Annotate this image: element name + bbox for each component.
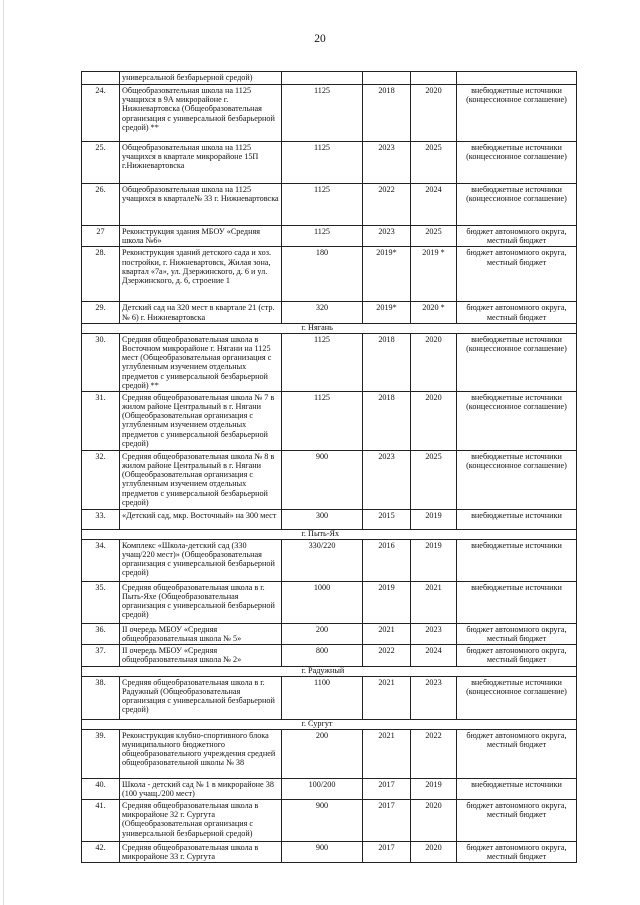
end-year: 2023 bbox=[411, 623, 457, 644]
start-year: 2017 bbox=[363, 842, 411, 863]
start-year: 2019* bbox=[363, 247, 411, 302]
table-row bbox=[82, 509, 577, 529]
funding-source: внебюджетные источники bbox=[457, 581, 577, 623]
row-number: 35. bbox=[82, 581, 120, 623]
table-row bbox=[82, 391, 577, 450]
objects-table bbox=[81, 71, 577, 863]
table-row bbox=[82, 247, 577, 302]
city-spacer bbox=[82, 529, 282, 539]
row-number: 29. bbox=[82, 302, 120, 323]
end-year bbox=[411, 72, 457, 85]
object-name: Средняя общеобразовательная школа в микрорайоне 33 г. Сургута bbox=[120, 842, 282, 863]
funding-source: внебюджетные источники (концессионное соглашение) bbox=[457, 333, 577, 391]
object-name: Детский сад на 320 мест в квартале 21 (стр. № 6) г. Нижневартовска bbox=[120, 302, 282, 323]
table-row bbox=[82, 842, 577, 863]
object-name: II очередь МБОУ «Средняя общеобразовательная школа № 5» bbox=[120, 623, 282, 644]
capacity: 1125 bbox=[282, 333, 363, 391]
row-number: 24. bbox=[82, 85, 120, 142]
table-row bbox=[82, 72, 577, 85]
capacity: 1000 bbox=[282, 581, 363, 623]
row-number: 26. bbox=[82, 184, 120, 226]
object-name: Средняя общеобразовательная школа в Восточном микрорайоне г. Нягани на 1125 мест (Общеобразовательная организация с углубленным изучением отдельных предметов с универсальной безбарьерной средой) ** bbox=[120, 333, 282, 391]
capacity: 900 bbox=[282, 842, 363, 863]
city-header-row bbox=[82, 529, 577, 539]
capacity: 180 bbox=[282, 247, 363, 302]
funding-source: бюджет автономного округа, местный бюджет bbox=[457, 247, 577, 302]
city-spacer bbox=[82, 666, 282, 676]
row-number: 38. bbox=[82, 676, 120, 719]
capacity: 1125 bbox=[282, 184, 363, 226]
row-number: 33. bbox=[82, 509, 120, 529]
table-row bbox=[82, 142, 577, 184]
start-year: 2022 bbox=[363, 645, 411, 666]
object-name: Комплекс «Школа-детский сад (330 учащ/220 мест)» (Общеобразовательная организация с универсальной безбарьерной средой) bbox=[120, 539, 282, 581]
capacity: 1100 bbox=[282, 676, 363, 719]
table-row bbox=[82, 184, 577, 226]
page-number: 20 bbox=[314, 33, 326, 45]
start-year: 2019* bbox=[363, 302, 411, 323]
table-row bbox=[82, 226, 577, 247]
funding-source: внебюджетные источники (концессионное соглашение) bbox=[457, 676, 577, 719]
row-number bbox=[82, 72, 120, 85]
city-name: г. Сургут bbox=[282, 719, 577, 729]
start-year: 2021 bbox=[363, 729, 411, 778]
funding-source: бюджет автономного округа, местный бюджет bbox=[457, 842, 577, 863]
table-row bbox=[82, 800, 577, 842]
capacity: 200 bbox=[282, 729, 363, 778]
start-year: 2021 bbox=[363, 623, 411, 644]
funding-source: внебюджетные источники (концессионное соглашение) bbox=[457, 85, 577, 142]
funding-source: внебюджетные источники (концессионное соглашение) bbox=[457, 450, 577, 509]
end-year: 2020 bbox=[411, 842, 457, 863]
object-name: универсальной безбарьерной средой) bbox=[120, 72, 282, 85]
table-row bbox=[82, 581, 577, 623]
end-year: 2021 bbox=[411, 581, 457, 623]
funding-source: внебюджетные источники bbox=[457, 509, 577, 529]
object-name: Реконструкция здания МБОУ «Средняя школа №6» bbox=[120, 226, 282, 247]
object-name: Реконструкция клубно-спортивного блока муниципального бюджетного общеобразовательного учреждения средней общеобразовательной школы № 38 bbox=[120, 729, 282, 778]
end-year: 2025 bbox=[411, 450, 457, 509]
scan-edge bbox=[3, 0, 4, 905]
row-number: 32. bbox=[82, 450, 120, 509]
row-number: 25. bbox=[82, 142, 120, 184]
capacity: 330/220 bbox=[282, 539, 363, 581]
end-year: 2019 * bbox=[411, 247, 457, 302]
object-name: Средняя общеобразовательная школа в микрорайоне 32 г. Сургута (Общеобразовательная организация с универсальной безбарьерной средой) bbox=[120, 800, 282, 842]
funding-source: бюджет автономного округа, местный бюджет bbox=[457, 623, 577, 644]
object-name: Средняя общеобразовательная школа № 7 в жилом районе Центральный в г. Нягани (Общеобразовательная организация с углубленным изучением отдельных предметов с универсальной безбарьерной средой) bbox=[120, 391, 282, 450]
capacity: 800 bbox=[282, 645, 363, 666]
city-name: г. Радужный bbox=[282, 666, 577, 676]
funding-source: внебюджетные источники (концессионное соглашение) bbox=[457, 391, 577, 450]
objects-table-body bbox=[82, 72, 577, 863]
end-year: 2020 bbox=[411, 85, 457, 142]
start-year: 2018 bbox=[363, 391, 411, 450]
end-year: 2019 bbox=[411, 778, 457, 799]
row-number: 31. bbox=[82, 391, 120, 450]
city-header-row bbox=[82, 719, 577, 729]
end-year: 2024 bbox=[411, 645, 457, 666]
end-year: 2020 bbox=[411, 333, 457, 391]
table-row bbox=[82, 539, 577, 581]
object-name: II очередь МБОУ «Средняя общеобразовательная школа № 2» bbox=[120, 645, 282, 666]
object-name: Средняя общеобразовательная школа № 8 в жилом районе Центральный в г. Нягани (Общеобразовательная организация с углубленным изучением отдельных предметов с универсальной безбарьерной средой) bbox=[120, 450, 282, 509]
end-year: 2023 bbox=[411, 676, 457, 719]
start-year: 2022 bbox=[363, 184, 411, 226]
capacity: 1125 bbox=[282, 85, 363, 142]
start-year: 2015 bbox=[363, 509, 411, 529]
city-name: г. Пыть-Ях bbox=[282, 529, 577, 539]
end-year: 2025 bbox=[411, 142, 457, 184]
row-number: 28. bbox=[82, 247, 120, 302]
start-year: 2018 bbox=[363, 85, 411, 142]
capacity: 300 bbox=[282, 509, 363, 529]
row-number: 37. bbox=[82, 645, 120, 666]
city-name: г. Нягань bbox=[282, 323, 577, 333]
city-spacer bbox=[82, 719, 282, 729]
funding-source: внебюджетные источники bbox=[457, 778, 577, 799]
table-row bbox=[82, 676, 577, 719]
object-name: Общеобразовательная школа на 1125 учащихся в 9А микрорайоне г. Нижневартовска (Общеобразовательная организация с универсальной безбарьерной средой) ** bbox=[120, 85, 282, 142]
funding-source: внебюджетные источники (концессионное соглашение) bbox=[457, 184, 577, 226]
start-year bbox=[363, 72, 411, 85]
capacity: 320 bbox=[282, 302, 363, 323]
row-number: 36. bbox=[82, 623, 120, 644]
table-row bbox=[82, 85, 577, 142]
object-name: «Детский сад, мкр. Восточный» на 300 мест bbox=[120, 509, 282, 529]
start-year: 2021 bbox=[363, 676, 411, 719]
funding-source: бюджет автономного округа, местный бюджет bbox=[457, 226, 577, 247]
funding-source: бюджет автономного округа, местный бюджет bbox=[457, 645, 577, 666]
start-year: 2023 bbox=[363, 226, 411, 247]
capacity bbox=[282, 72, 363, 85]
object-name: Реконструкция зданий детского сада и хоз. постройки, г. Нижневартовск, Жилая зона, квартал «7а», ул. Дзержинского, д. 6 и ул. Дзержинского, д. 6, строение 1 bbox=[120, 247, 282, 302]
row-number: 30. bbox=[82, 333, 120, 391]
capacity: 100/200 bbox=[282, 778, 363, 799]
capacity: 1125 bbox=[282, 391, 363, 450]
city-spacer bbox=[82, 323, 282, 333]
end-year: 2022 bbox=[411, 729, 457, 778]
table-row bbox=[82, 778, 577, 799]
end-year: 2025 bbox=[411, 226, 457, 247]
end-year: 2019 bbox=[411, 539, 457, 581]
table-row bbox=[82, 645, 577, 666]
end-year: 2020 bbox=[411, 391, 457, 450]
object-name: Средняя общеобразовательная школа в г. Радужный (Общеобразовательная организация с универсальной безбарьерной средой) bbox=[120, 676, 282, 719]
row-number: 27 bbox=[82, 226, 120, 247]
start-year: 2016 bbox=[363, 539, 411, 581]
object-name: Общеобразовательная школа на 1125 учащихся в квартале№ 33 г. Нижневартовска bbox=[120, 184, 282, 226]
start-year: 2017 bbox=[363, 778, 411, 799]
row-number: 41. bbox=[82, 800, 120, 842]
city-header-row bbox=[82, 323, 577, 333]
row-number: 39. bbox=[82, 729, 120, 778]
city-header-row bbox=[82, 666, 577, 676]
row-number: 40. bbox=[82, 778, 120, 799]
start-year: 2018 bbox=[363, 333, 411, 391]
start-year: 2023 bbox=[363, 142, 411, 184]
capacity: 200 bbox=[282, 623, 363, 644]
object-name: Общеобразовательная школа на 1125 учащихся в квартале микрорайоне 15П г.Нижневартовска bbox=[120, 142, 282, 184]
capacity: 900 bbox=[282, 800, 363, 842]
funding-source: бюджет автономного округа, местный бюджет bbox=[457, 302, 577, 323]
start-year: 2019 bbox=[363, 581, 411, 623]
funding-source: внебюджетные источники bbox=[457, 539, 577, 581]
table-row bbox=[82, 729, 577, 778]
capacity: 1125 bbox=[282, 142, 363, 184]
end-year: 2024 bbox=[411, 184, 457, 226]
row-number: 42. bbox=[82, 842, 120, 863]
funding-source: внебюджетные источники (концессионное соглашение) bbox=[457, 142, 577, 184]
table-row bbox=[82, 302, 577, 323]
end-year: 2020 * bbox=[411, 302, 457, 323]
capacity: 900 bbox=[282, 450, 363, 509]
table-row bbox=[82, 450, 577, 509]
table-row bbox=[82, 333, 577, 391]
start-year: 2017 bbox=[363, 800, 411, 842]
end-year: 2020 bbox=[411, 800, 457, 842]
funding-source: бюджет автономного округа, местный бюджет bbox=[457, 800, 577, 842]
start-year: 2023 bbox=[363, 450, 411, 509]
object-name: Средняя общеобразовательная школа в г. Пыть-Яхе (Общеобразовательная организация с универсальной безбарьерной средой) bbox=[120, 581, 282, 623]
object-name: Школа - детский сад № 1 в микрорайоне 38 (100 учащ./200 мест) bbox=[120, 778, 282, 799]
end-year: 2019 bbox=[411, 509, 457, 529]
capacity: 1125 bbox=[282, 226, 363, 247]
funding-source bbox=[457, 72, 577, 85]
table-row bbox=[82, 623, 577, 644]
row-number: 34. bbox=[82, 539, 120, 581]
funding-source: бюджет автономного округа, местный бюджет bbox=[457, 729, 577, 778]
